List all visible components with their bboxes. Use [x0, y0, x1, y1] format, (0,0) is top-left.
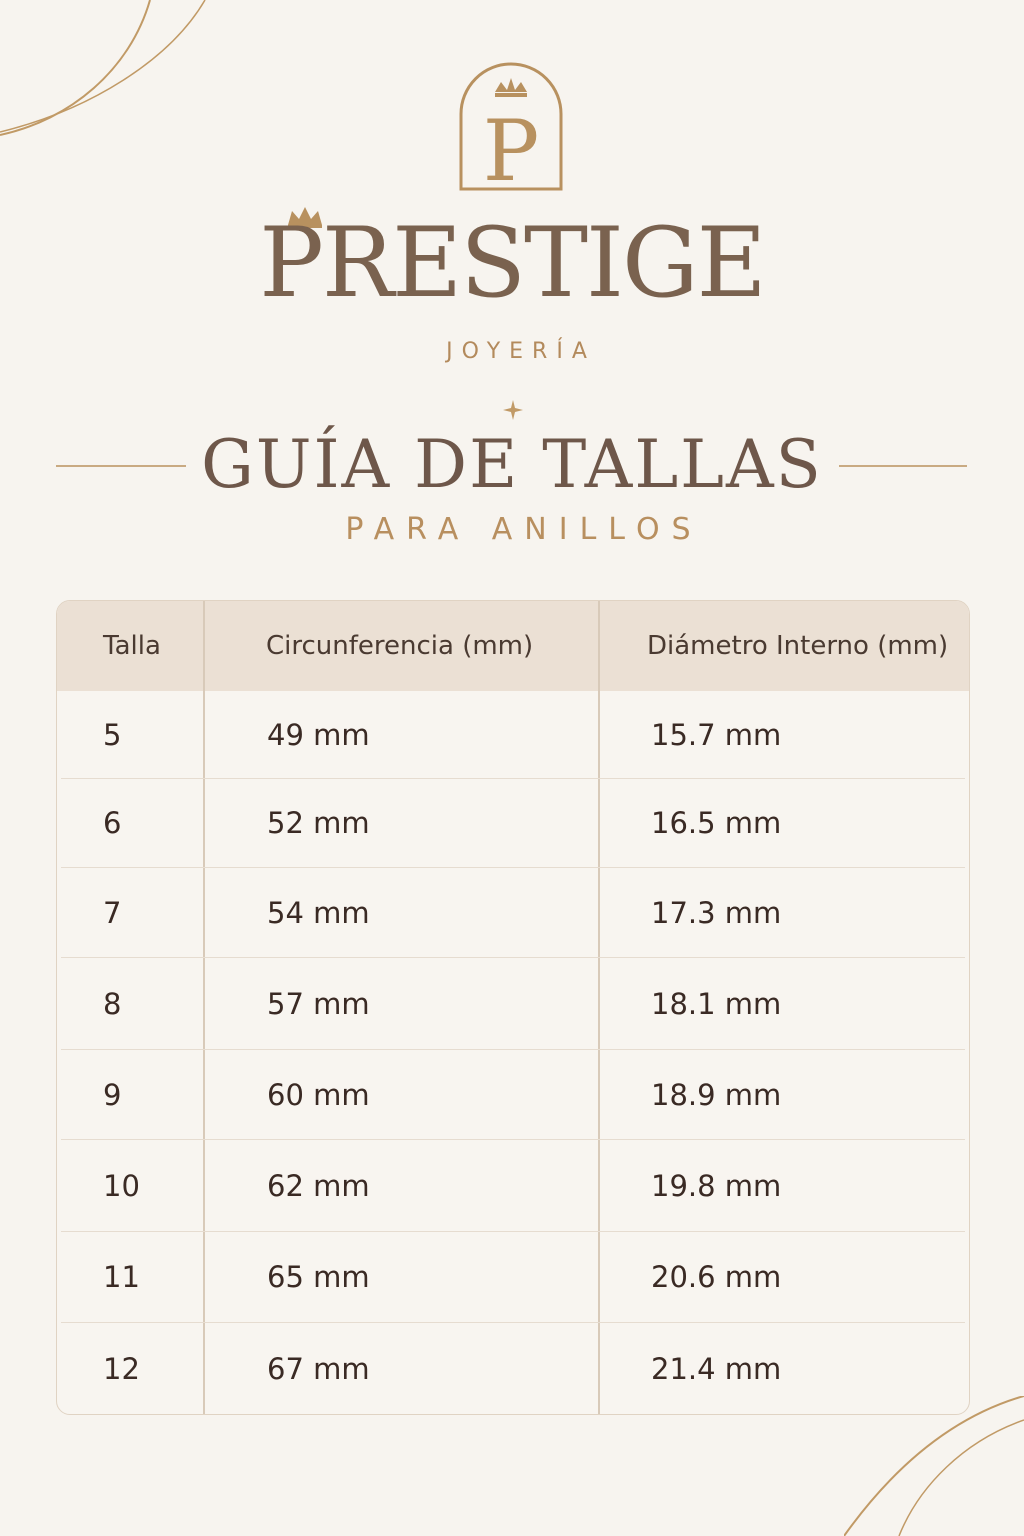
sparkle-icon — [503, 400, 523, 420]
cell-talla: 10 — [103, 1168, 140, 1203]
cell-diametro: 20.6 mm — [651, 1260, 782, 1294]
corner-swirl-icon — [0, 0, 220, 150]
crown-icon — [495, 78, 527, 97]
cell-talla: 7 — [103, 895, 122, 930]
cell-diametro: 21.4 mm — [651, 1352, 782, 1386]
cell-circunferencia: 57 mm — [267, 986, 370, 1021]
page-subtitle: PARA ANILLOS — [345, 512, 703, 547]
brand-subtitle: JOYERÍA — [446, 339, 596, 364]
cell-diametro: 18.1 mm — [651, 986, 782, 1021]
table-row — [61, 1323, 965, 1415]
cell-circunferencia: 54 mm — [267, 895, 370, 930]
size-table — [56, 600, 970, 1415]
cell-circunferencia: 49 mm — [267, 717, 370, 752]
cell-diametro: 15.7 mm — [651, 717, 782, 752]
header-diametro: Diámetro Interno (mm) — [647, 631, 949, 661]
table-header — [57, 601, 969, 691]
page-title: GUÍA DE TALLAS — [201, 426, 823, 503]
cell-circunferencia: 67 mm — [267, 1352, 370, 1386]
header-talla: Talla — [103, 631, 161, 661]
table-row — [61, 1232, 965, 1323]
corner-swirl-icon — [844, 1396, 1024, 1536]
table-row — [61, 1050, 965, 1140]
cell-circunferencia: 62 mm — [267, 1168, 370, 1203]
cell-diametro: 18.9 mm — [651, 1077, 782, 1112]
cell-talla: 11 — [103, 1260, 140, 1294]
table-row — [61, 1140, 965, 1232]
table-row — [61, 868, 965, 958]
brand-name: PRESTIGE — [259, 207, 765, 319]
table-row — [61, 958, 965, 1050]
cell-diametro: 16.5 mm — [651, 806, 782, 840]
table-row — [61, 691, 965, 779]
cell-diametro: 19.8 mm — [651, 1168, 782, 1203]
cell-diametro: 17.3 mm — [651, 895, 782, 930]
header-circunferencia: Circunferencia (mm) — [266, 631, 534, 661]
monogram-letter: P — [482, 102, 540, 194]
cell-talla: 12 — [103, 1352, 140, 1386]
cell-circunferencia: 60 mm — [267, 1077, 370, 1112]
cell-talla: 9 — [103, 1077, 122, 1112]
cell-circunferencia: 52 mm — [267, 806, 370, 840]
table-row — [61, 779, 965, 868]
cell-talla: 6 — [103, 806, 122, 840]
cell-circunferencia: 65 mm — [267, 1260, 370, 1294]
monogram-logo — [455, 62, 567, 194]
cell-talla: 5 — [103, 717, 122, 752]
cell-talla: 8 — [103, 986, 122, 1021]
